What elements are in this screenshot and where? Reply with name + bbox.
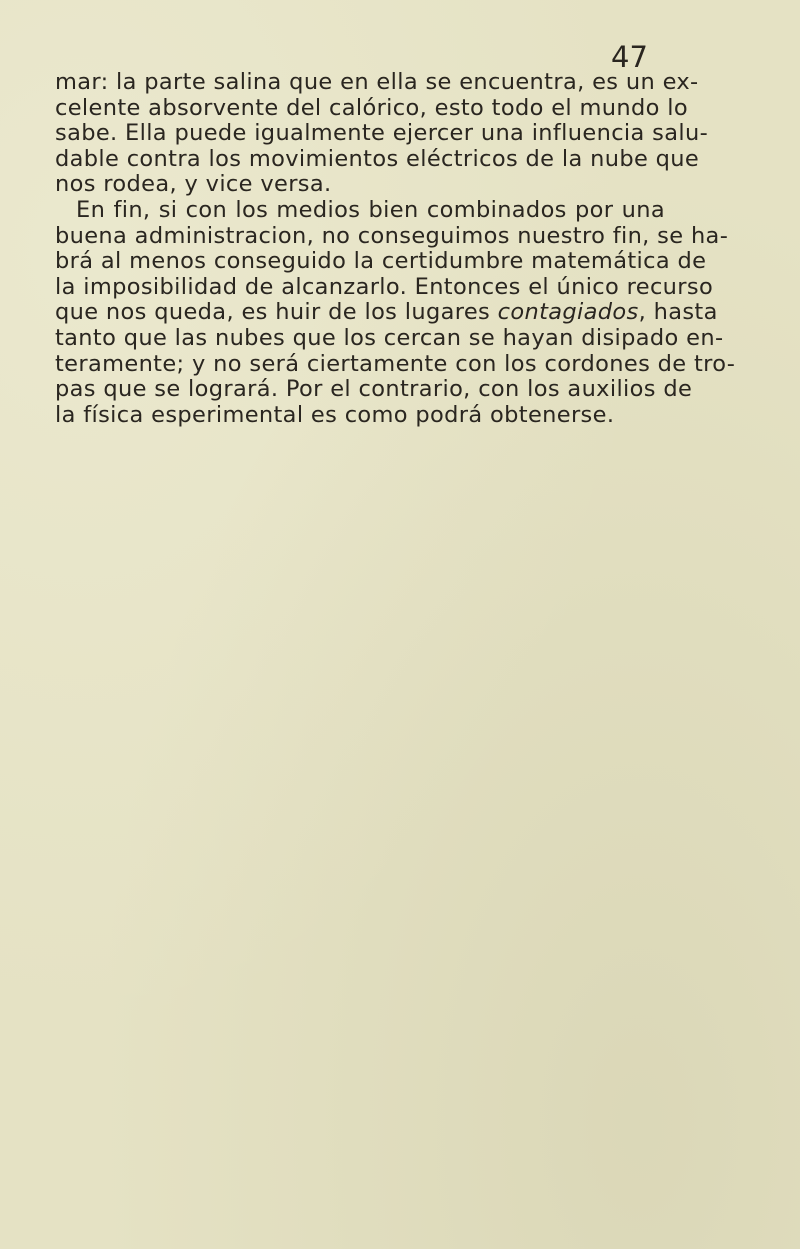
text-line: celente absorvente del calórico, esto todo el mundo lo <box>55 94 688 121</box>
text-line: pas que se logrará. Por el contrario, con los auxilios de <box>55 376 693 403</box>
text-run: que nos queda, es huir de los lugares <box>55 299 491 326</box>
text-line: brá al menos conseguido la certidumbre matemática de <box>55 248 707 275</box>
text-line: nos rodea, y vice versa. <box>55 171 332 198</box>
text-line: buena administracion, no conseguimos nuestro fin, se ha- <box>55 222 729 249</box>
paragraph-2 <box>55 196 736 428</box>
text-line: tanto que las nubes que los cercan se hayan disipado en- <box>55 324 724 351</box>
text-line: sabe. Ella puede igualmente ejercer una influencia salu- <box>55 120 709 147</box>
text-line: la imposibilidad de alcanzarlo. Entonces el único recurso <box>55 273 714 300</box>
text-run: , hasta <box>638 299 718 326</box>
paragraph-1 <box>55 69 709 198</box>
text-line: dable contra los movimientos eléctricos de la nube que <box>55 145 700 172</box>
text-line: la física esperimental es como podrá obtenerse. <box>55 401 615 428</box>
body-text <box>55 69 736 428</box>
text-line: teramente; y no será ciertamente con los cordones de tro- <box>55 350 736 377</box>
page-number: 47 <box>611 40 648 74</box>
text-line-mixed <box>55 299 718 326</box>
text-line: mar: la parte salina que en ella se encuentra, es un ex- <box>55 69 699 95</box>
text-line: En fin, si con los medios bien combinados por una <box>76 196 665 223</box>
italic-word: contagiados <box>497 299 639 326</box>
